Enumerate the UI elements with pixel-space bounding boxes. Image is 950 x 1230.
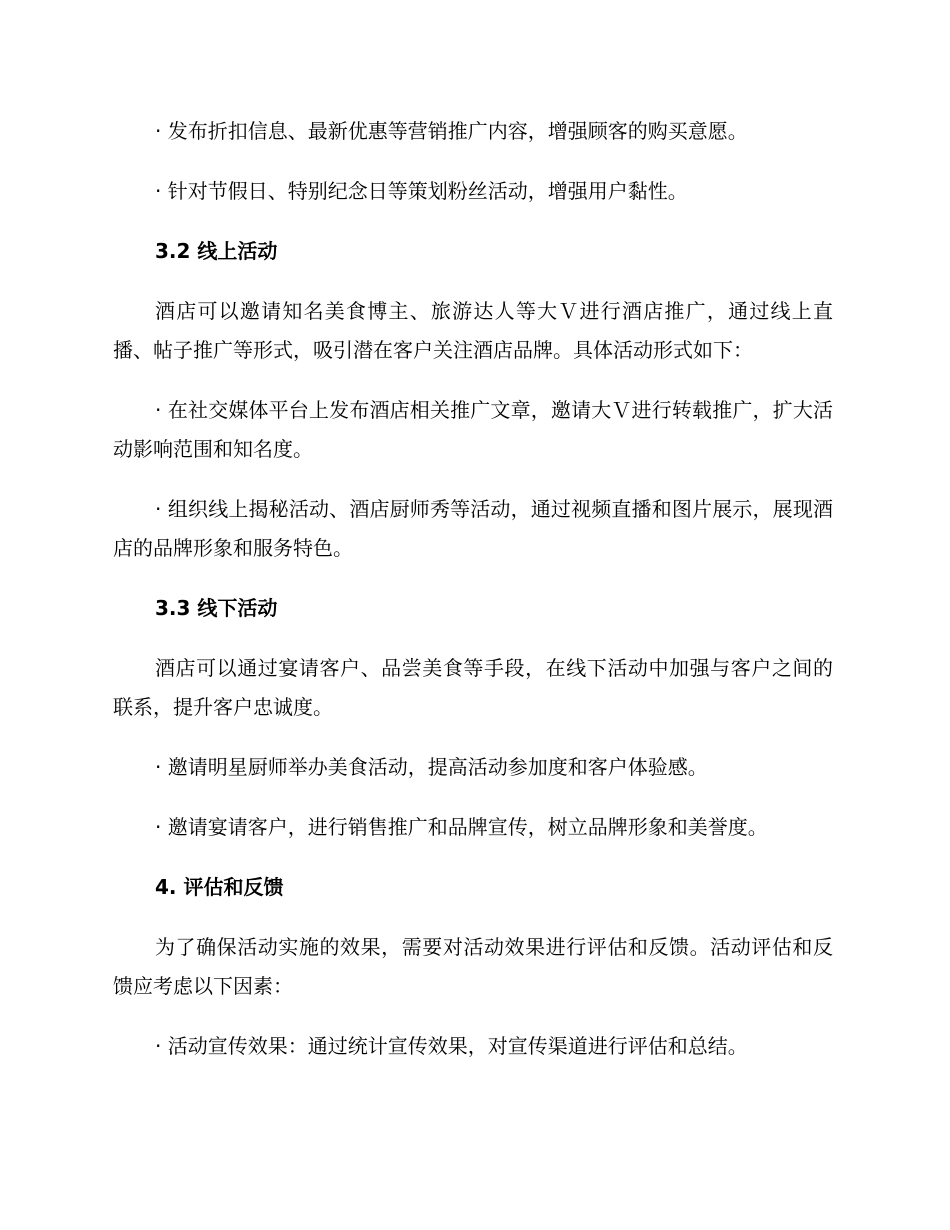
bullet-item: · 活动宣传效果：通过统计宣传效果，对宣传渠道进行评估和总结。 (155, 1034, 748, 1058)
section-heading: 3.3 线下活动 (155, 596, 278, 620)
section-heading: 3.2 线上活动 (155, 239, 278, 263)
bullet-item: · 针对节假日、特别纪念日等策划粉丝活动，增强用户黏性。 (155, 179, 688, 203)
bullet-item: · 组织线上揭秘活动、酒店厨师秀等活动，通过视频直播和图片展示，展现酒店的品牌形象和服务特色。 (113, 497, 833, 560)
document-body (113, 112, 833, 1087)
section-heading: 4. 评估和反馈 (155, 875, 284, 899)
paragraph: 酒店可以邀请知名美食博主、旅游达人等大Ｖ进行酒店推广，通过线上直播、帖子推广等形式，吸引潜在客户关注酒店品牌。具体活动形式如下： (113, 299, 833, 362)
paragraph: 为了确保活动实施的效果，需要对活动效果进行评估和反馈。活动评估和反馈应考虑以下因素： (113, 935, 833, 998)
paragraph: 酒店可以通过宴请客户、品尝美食等手段，在线下活动中加强与客户之间的联系，提升客户忠诚度。 (113, 656, 833, 719)
bullet-item: · 邀请明星厨师举办美食活动，提高活动参加度和客户体验感。 (155, 755, 708, 779)
bullet-item: · 邀请宴请客户，进行销售推广和品牌宣传，树立品牌形象和美誉度。 (155, 815, 768, 839)
bullet-item: · 在社交媒体平台上发布酒店相关推广文章，邀请大Ｖ进行转载推广，扩大活动影响范围和知名度。 (113, 398, 833, 461)
bullet-item: · 发布折扣信息、最新优惠等营销推广内容，增强顾客的购买意愿。 (155, 119, 748, 143)
